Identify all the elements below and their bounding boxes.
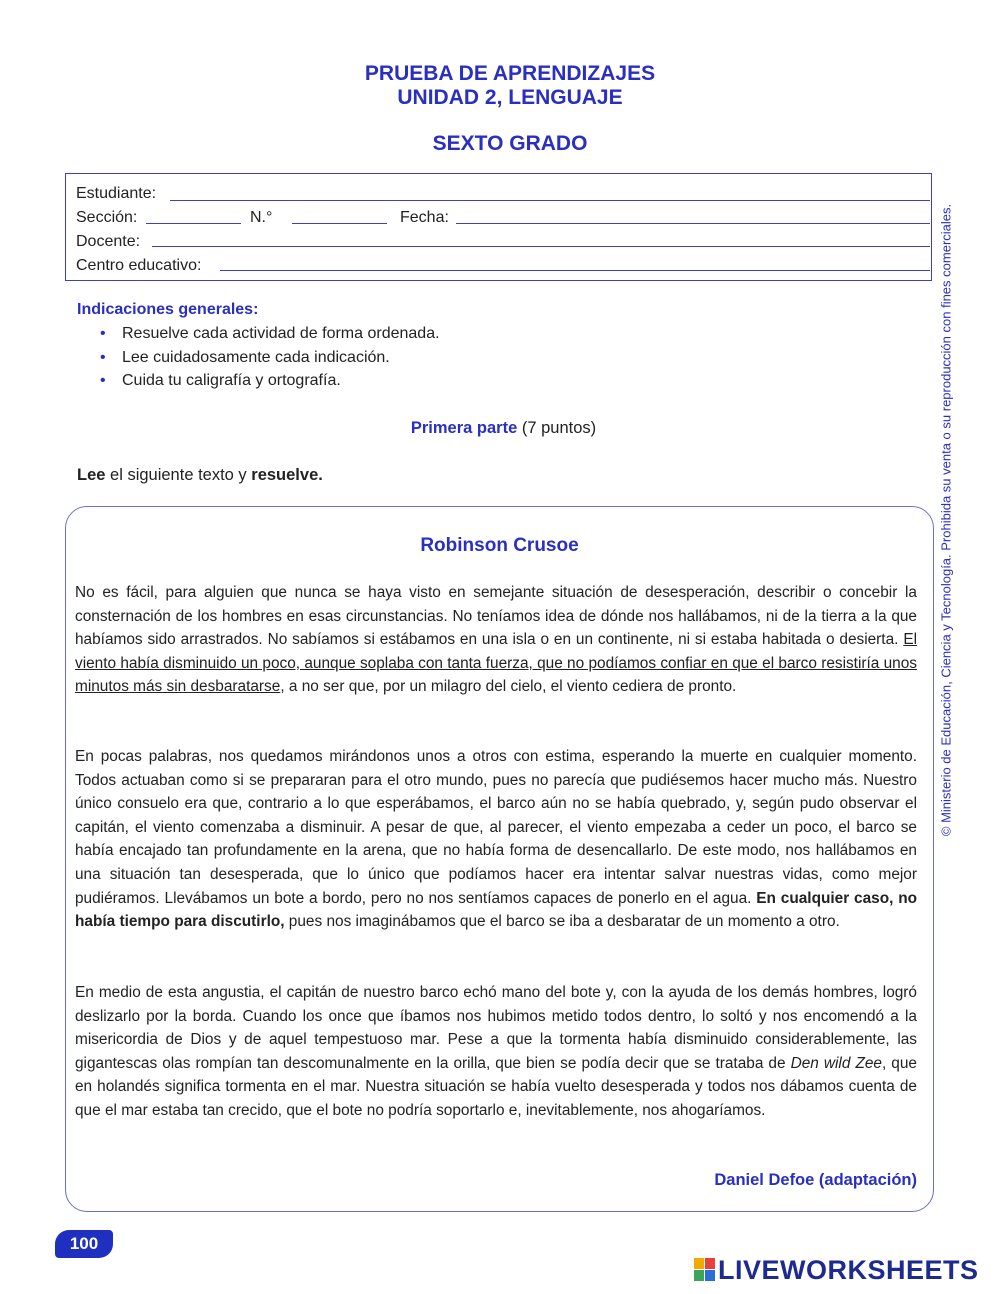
school-field[interactable] <box>220 270 930 271</box>
section-label: Sección: <box>76 209 138 226</box>
section-field[interactable] <box>146 223 241 224</box>
student-field[interactable] <box>170 200 930 201</box>
reading-box <box>65 506 934 1212</box>
brand-name: LIVEWORKSHEETS <box>718 1255 979 1285</box>
bullet-icon: • <box>100 325 106 342</box>
grade-title: SEXTO GRADO <box>432 132 588 155</box>
list-item: • Lee cuidadosamente cada indicación. <box>100 346 440 370</box>
bullet-icon: • <box>100 372 106 389</box>
italic-phrase: Den wild Zee <box>790 1054 882 1072</box>
date-label: Fecha: <box>400 209 449 226</box>
underlined-sentence: El viento había disminuido un poco, aunque soplaba con tanta fuerza, que no podíamos confiar en que el barco resistiría unos minutos más sin desbaratarse <box>75 631 917 696</box>
header-line-1: PRUEBA DE APRENDIZAJES <box>364 62 656 85</box>
number-label: N.° <box>250 209 273 226</box>
teacher-label: Docente: <box>76 233 141 250</box>
liveworksheets-logo <box>694 1253 994 1287</box>
bold-sentence: En cualquier caso, no había tiempo para discutirlo, <box>75 889 918 931</box>
header-line-2: UNIDAD 2, LENGUAJE <box>397 86 623 109</box>
part-label: Primera parte <box>410 419 518 437</box>
list-item: • Cuida tu caligrafía y ortografía. <box>100 369 440 393</box>
list-item: • Resuelve cada actividad de forma ordenada. <box>100 322 440 346</box>
author-credit: Daniel Defoe (adaptación) <box>714 1171 917 1189</box>
bullet-icon: • <box>100 348 106 366</box>
part-heading <box>0 419 1000 438</box>
part-points: (7 puntos) <box>521 419 597 437</box>
instructions-list <box>100 322 440 393</box>
page-number-badge: 100 <box>55 1230 113 1258</box>
number-field[interactable] <box>292 223 387 224</box>
reading-paragraph-2: En pocas palabras, nos quedamos mirándonos unos a otros con estima, esperando la muerte en cualquier momento. Todos actuaban como si se prepararan para el otro mundo, pues no parecía que pudiésemos hacer mucho más. Nuestro único consuelo era que, contrario a lo que esperábamos, el barco aún no se había quebrado, y, según pudo observar el capitán, el viento comenzaba a disminuir. A pesar de que, al parecer, el viento empezaba a ceder un poco, el barco se había encajado tan profundamente en la arena, que no había forma de desencallarlo. De este modo, nos hallábamos en una situación tan desesperada, que lo único que podíamos hacer era intentar salvar nuestras vidas, como mejor pudiéramos. Llevábamos un bote a bordo, pero no nos sentíamos capaces de ponerlo en el agua. En cualquier caso, no había tiempo para discutirlo, pues nos imaginábamos que el barco se iba a desbaratar de un momento a otro. <box>75 748 918 931</box>
cubes-icon <box>694 1258 716 1282</box>
reading-paragraph-3: En medio de esta angustia, el capitán de nuestro barco echó mano del bote y, con la ayuda de los demás hombres, logró deslizarlo por la borda. Cuando los once que íbamos nos hubimos metido todos dentro, lo soltó y nos encomendó a la misericordia de Dios y de aquel tempestuoso mar. Pese a que la tormenta había disminuido considerablemente, las gigantescas olas rompían tan descomunalmente en la orilla, que bien se podía decir que se trataba de Den wild Zee, que en holandés significa tormenta en el mar. Nuestra situación se había vuelto desesperada y todos nos dábamos cuenta de que el mar estaba tan crecido, que el bote no podría soportarlo e, inevitablemente, nos ahogaríamos. <box>75 984 917 1119</box>
reading-paragraph-1: No es fácil, para alguien que nunca se haya visto en semejante situación de desesperación, describir o concebir la consternación de los hombres en esas circunstancias. No teníamos idea de dónde nos hallábamos, ni de la tierra a la que habíamos sido arrastrados. No sabíamos si estábamos en una isla o en un continente, ni si estaba habitada o desierta. El viento había disminuido un poco, aunque soplaba con tanta fuerza, que no podíamos confiar en que el barco resistiría unos minutos más sin desbaratarse, a no ser que, por un milagro del cielo, el viento cediera de pronto. <box>75 584 917 696</box>
student-label: Estudiante: <box>76 185 157 202</box>
teacher-field[interactable] <box>152 246 930 247</box>
reading-title: Robinson Crusoe <box>420 535 579 556</box>
instructions-heading: Indicaciones generales: <box>77 301 259 318</box>
student-info-box <box>65 173 932 281</box>
date-field[interactable] <box>456 223 930 224</box>
school-label: Centro educativo: <box>76 257 202 274</box>
task-instruction: Lee el siguiente texto y resuelve. <box>77 466 323 484</box>
